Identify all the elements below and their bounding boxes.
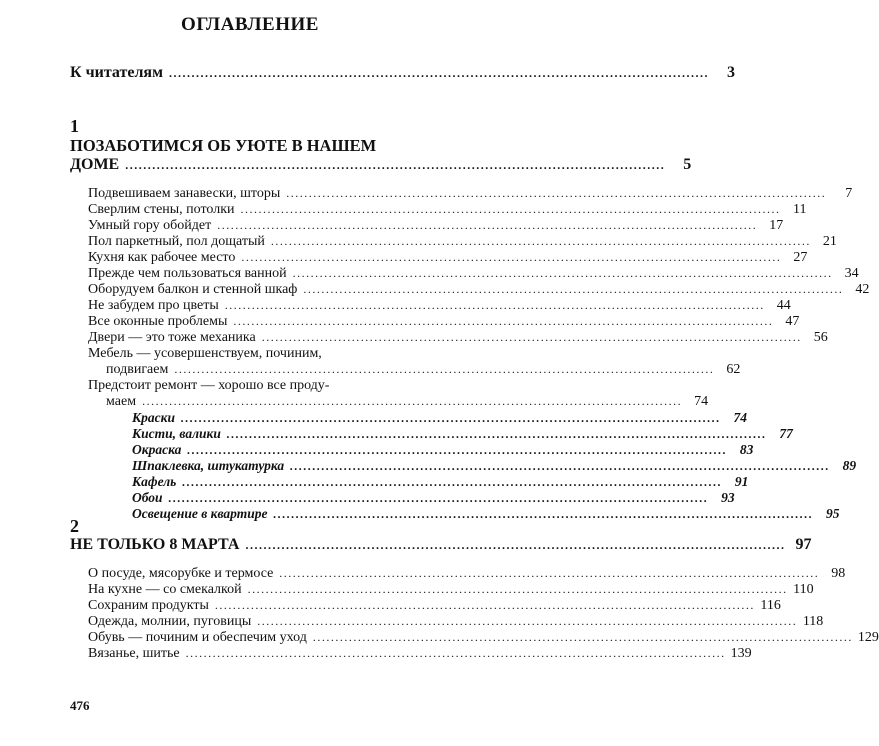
toc-item xyxy=(106,362,741,378)
toc-item-label: Сверлим стены, потолки xyxy=(88,202,235,217)
toc-item-page: 17 xyxy=(769,218,784,233)
leader-dots: ........................................................................................................................ xyxy=(174,362,715,376)
section-heading-row xyxy=(70,536,812,554)
toc-subitem xyxy=(132,458,857,474)
toc-item-line1: Мебель — усовершенствуем, починим, xyxy=(88,346,322,361)
toc-item-label: Кухня как рабочее место xyxy=(88,250,236,265)
toc-item-label: Обувь — починим и обеспечим уход xyxy=(88,630,307,645)
toc-item xyxy=(88,298,791,314)
toc-subitem-page: 83 xyxy=(739,442,754,457)
toc-item-page: 11 xyxy=(793,202,807,217)
toc-item-label: Не забудем про цветы xyxy=(88,298,219,313)
leader-dots: ........................................................................................................................ xyxy=(214,598,755,612)
toc-entry-label: К читателям xyxy=(70,64,163,81)
toc-item xyxy=(88,234,837,250)
toc-item-label: Пол паркетный, пол дощатый xyxy=(88,234,265,249)
toc-item-page: 116 xyxy=(760,598,781,613)
page-number: 476 xyxy=(70,698,90,713)
toc-item-page: 47 xyxy=(785,314,800,329)
toc-item xyxy=(88,314,800,330)
toc-item xyxy=(88,614,824,630)
toc-subitem xyxy=(132,442,754,458)
toc-item-page: 21 xyxy=(822,234,837,249)
toc-item xyxy=(88,646,752,662)
toc-entry-page: 3 xyxy=(726,64,735,81)
toc-subitem-label: Краски xyxy=(132,410,175,425)
leader-dots: ........................................................................................................................ xyxy=(312,630,853,644)
toc-item xyxy=(106,394,709,410)
toc-item xyxy=(88,250,808,266)
toc-item-label: Умный гору обойдет xyxy=(88,218,212,233)
toc-item xyxy=(88,598,781,614)
leader-dots: ........................................................................................................................ xyxy=(224,298,765,312)
toc-item xyxy=(88,330,828,346)
toc-item-page: 27 xyxy=(793,250,808,265)
toc-item-page: 34 xyxy=(844,266,859,281)
toc-item-page: 62 xyxy=(726,362,741,377)
leader-dots: ........................................................................................................................ xyxy=(142,394,683,408)
leader-dots: ........................................................................................................................ xyxy=(292,266,833,280)
leader-dots: ........................................................................................................................ xyxy=(226,427,767,441)
section-heading: НЕ ТОЛЬКО 8 МАРТА xyxy=(70,536,240,553)
section-number: 2 xyxy=(70,516,79,536)
leader-dots: ........................................................................................................................ xyxy=(245,538,786,552)
toc-item-page: 7 xyxy=(845,186,853,201)
toc-item xyxy=(88,582,814,598)
toc-item-page: 118 xyxy=(802,614,824,629)
toc-subitem-page: 95 xyxy=(825,506,840,521)
section-heading-cont: ДОМЕ xyxy=(70,156,120,173)
toc-subitem-label: Кисти, валики xyxy=(132,426,221,441)
leader-dots: ........................................................................................................................ xyxy=(290,459,831,473)
toc-item-label: На кухне — со смекалкой xyxy=(88,582,242,597)
toc-item-label: подвигаем xyxy=(106,362,169,377)
leader-dots: ........................................................................................................................ xyxy=(181,411,721,425)
toc-subitem-page: 93 xyxy=(721,490,735,505)
toc-entry-preface xyxy=(70,64,735,82)
toc-item-label: Прежде чем пользоваться ванной xyxy=(88,266,287,281)
leader-dots: ........................................................................................................................ xyxy=(247,582,788,596)
toc-subitem xyxy=(132,474,749,490)
leader-dots: ........................................................................................................................ xyxy=(241,250,782,264)
toc-item-label: О посуде, мясорубке и термосе xyxy=(88,566,274,581)
leader-dots: ........................................................................................................................ xyxy=(185,646,726,660)
leader-dots: ........................................................................................................................ xyxy=(168,66,709,80)
section-page: 97 xyxy=(795,536,812,553)
toc-subitem xyxy=(132,410,747,426)
section-number: 1 xyxy=(70,116,79,136)
toc-subitem-label: Шпаклевка, штукатурка xyxy=(132,458,285,473)
toc-item-label: Одежда, молнии, пуговицы xyxy=(88,614,252,629)
leader-dots: ........................................................................................................................ xyxy=(279,566,820,580)
section-heading: ПОЗАБОТИМСЯ ОБ УЮТЕ В НАШЕМ xyxy=(70,136,377,155)
toc-item-label: Оборудуем балкон и стенной шкаф xyxy=(88,282,298,297)
toc-subitem xyxy=(132,490,735,506)
toc-item xyxy=(88,266,859,282)
section-page: 5 xyxy=(683,156,692,173)
toc-subitem xyxy=(132,506,840,522)
page-title: ОГЛАВЛЕНИЕ xyxy=(181,14,319,35)
toc-item-page: 129 xyxy=(857,630,879,645)
leader-dots: ........................................................................................................................ xyxy=(125,158,666,172)
toc-item-page: 110 xyxy=(793,582,814,597)
leader-dots: ........................................................................................................................ xyxy=(182,475,723,489)
leader-dots: ........................................................................................................................ xyxy=(286,186,827,200)
toc-item-label: Все оконные проблемы xyxy=(88,314,228,329)
toc-item-page: 56 xyxy=(813,330,828,345)
toc-item xyxy=(88,218,784,234)
toc-item xyxy=(88,566,846,582)
toc-item-page: 42 xyxy=(855,282,870,297)
toc-item xyxy=(88,630,879,646)
toc-item-label: Сохраним продукты xyxy=(88,598,209,613)
leader-dots: ........................................................................................................................ xyxy=(168,491,709,505)
toc-item-label: Двери — это тоже механика xyxy=(88,330,256,345)
toc-subitem-label: Обои xyxy=(132,490,163,505)
section-heading-row xyxy=(70,156,692,174)
leader-dots: ........................................................................................................................ xyxy=(270,234,811,248)
leader-dots: ........................................................................................................................ xyxy=(257,614,798,628)
toc-subitem-label: Кафель xyxy=(132,474,177,489)
toc-subitem-page: 74 xyxy=(733,410,747,425)
toc-item-page: 74 xyxy=(694,394,709,409)
toc-item xyxy=(88,282,870,298)
leader-dots: ........................................................................................................................ xyxy=(233,314,774,328)
toc-item-line1: Предстоит ремонт — хорошо все проду- xyxy=(88,378,330,393)
toc-item-page: 98 xyxy=(831,566,846,581)
leader-dots: ........................................................................................................................ xyxy=(240,202,781,216)
toc-subitem-label: Окраска xyxy=(132,442,182,457)
leader-dots: ........................................................................................................................ xyxy=(303,282,844,296)
toc-subitem-page: 89 xyxy=(842,458,857,473)
toc-item xyxy=(88,202,807,218)
toc-item-label: Подвешиваем занавески, шторы xyxy=(88,186,281,201)
toc-item-page: 139 xyxy=(730,646,752,661)
leader-dots: ........................................................................................................................ xyxy=(217,218,758,232)
toc-item-label: маем xyxy=(106,394,137,409)
toc-item-label: Вязанье, шитье xyxy=(88,646,180,661)
toc-item xyxy=(88,186,853,202)
toc-subitem-page: 91 xyxy=(734,474,749,489)
toc-subitem-label: Освещение в квартире xyxy=(132,506,268,521)
toc-item-page: 44 xyxy=(776,298,791,313)
leader-dots: ........................................................................................................................ xyxy=(187,443,728,457)
leader-dots: ........................................................................................................................ xyxy=(261,330,802,344)
toc-subitem xyxy=(132,426,793,442)
toc-subitem-page: 77 xyxy=(779,426,793,441)
leader-dots: ........................................................................................................................ xyxy=(273,507,814,521)
